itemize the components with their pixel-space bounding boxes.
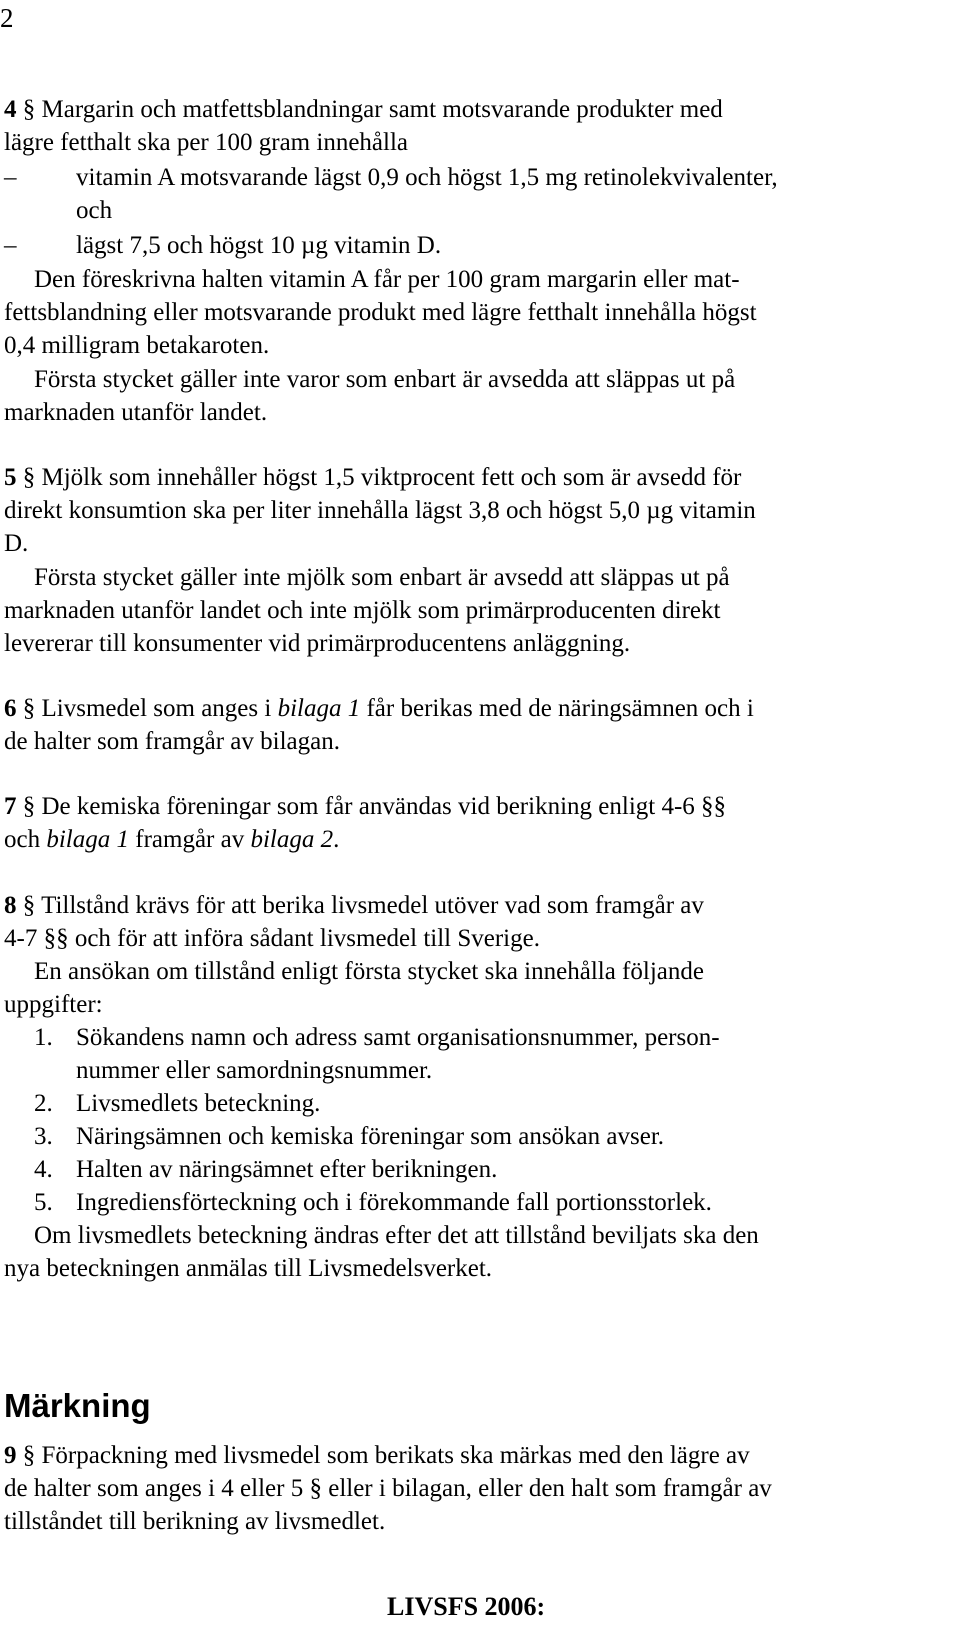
section-4-line-2: lägre fetthalt ska per 100 gram innehålla xyxy=(4,129,409,156)
list-item: Sökandens namn och adress samt organisationsnummer, person- xyxy=(76,1024,720,1051)
section-sign-icon: § xyxy=(43,925,57,952)
list-item: Näringsämnen och kemiska föreningar som ansökan avser. xyxy=(76,1123,665,1150)
paragraph-line: En ansökan om tillstånd enligt första stycket ska innehålla följande xyxy=(34,958,704,985)
section-sign-icon: § xyxy=(56,925,69,952)
dash-bullet: – xyxy=(4,164,17,191)
page-number: 2 xyxy=(0,3,14,33)
section-9-line-2: de halter som anges i 4 eller 5 § eller i bilagan, eller den halt som framgår av xyxy=(4,1475,772,1502)
list-item: Livsmedlets beteckning. xyxy=(76,1090,321,1117)
section-heading: Märkning xyxy=(4,1387,151,1424)
bullet-item: vitamin A motsvarande lägst 0,9 och högst 1,5 mg retinolekvivalenter, xyxy=(76,164,778,191)
paragraph-line: tillståndet till berikning av livsmedlet. xyxy=(4,1508,386,1535)
section-number: 6 xyxy=(4,695,17,722)
list-item: Halten av näringsämnet efter berikningen. xyxy=(76,1156,498,1183)
section-9-line-1: 9 § Förpackning med livsmedel som berikats ska märkas med den lägre av xyxy=(4,1442,750,1469)
paragraph-line: direkt konsumtion ska per liter innehålla lägst 3,8 och högst 5,0 µg vitamin xyxy=(4,497,756,524)
list-item-continued: nummer eller samordningsnummer. xyxy=(76,1057,433,1084)
bullet-item-continued: och xyxy=(76,197,113,224)
section-4-line-1: 4 § Margarin och matfettsblandningar samt motsvarande produkter med xyxy=(4,96,723,123)
section-number: 8 xyxy=(4,892,17,919)
section-sign-icon: § xyxy=(22,695,36,722)
list-item-number: 5. xyxy=(34,1189,53,1216)
annex-reference: bilaga 1 xyxy=(46,826,130,853)
section-number: 9 xyxy=(4,1442,17,1469)
section-5-line-1: 5 § Mjölk som innehåller högst 1,5 viktprocent fett och som är avsedd för xyxy=(4,464,742,491)
section-sign-icon: § xyxy=(22,793,36,820)
paragraph-line: nya beteckningen anmälas till Livsmedelsverket. xyxy=(4,1255,493,1282)
section-7-line-1: 7 § De kemiska föreningar som får användas vid berikning enligt 4-6 §§ xyxy=(4,793,727,820)
paragraph-line: fettsblandning eller motsvarande produkt med lägre fetthalt innehålla högst xyxy=(4,299,757,326)
section-sign-icon: § xyxy=(701,793,714,820)
section-8-line-2: 4-7 §§ och för att införa sådant livsmedel till Sverige. xyxy=(4,925,540,952)
paragraph-line: Om livsmedlets beteckning ändras efter det att tillstånd beviljats ska den xyxy=(34,1222,759,1249)
bullet-item: lägst 7,5 och högst 10 µg vitamin D. xyxy=(76,232,442,259)
list-item-number: 4. xyxy=(34,1156,53,1183)
paragraph-line: marknaden utanför landet och inte mjölk som primärproducenten direkt xyxy=(4,597,721,624)
paragraph-line: Första stycket gäller inte mjölk som enbart är avsedd att släppas ut på xyxy=(34,564,730,591)
paragraph-line: marknaden utanför landet. xyxy=(4,399,268,426)
paragraph-line: levererar till konsumenter vid primärproducentens anläggning. xyxy=(4,630,631,657)
footer-reference: LIVSFS 2006: xyxy=(387,1592,546,1621)
section-sign-icon: § xyxy=(22,96,36,123)
section-8-line-1: 8 § Tillstånd krävs för att berika livsmedel utöver vad som framgår av xyxy=(4,892,704,919)
list-item: Ingrediensförteckning och i förekommande fall portionsstorlek. xyxy=(76,1189,712,1216)
section-sign-icon: § xyxy=(22,464,36,491)
section-number: 4 xyxy=(4,96,17,123)
section-sign-icon: § xyxy=(309,1475,322,1502)
annex-reference: bilaga 2 xyxy=(250,826,334,853)
paragraph-line: 0,4 milligram betakaroten. xyxy=(4,332,270,359)
list-item-number: 1. xyxy=(34,1024,53,1051)
section-number: 5 xyxy=(4,464,17,491)
paragraph-line: de halter som framgår av bilagan. xyxy=(4,728,340,755)
paragraph-line: Den föreskrivna halten vitamin A får per 100 gram margarin eller mat- xyxy=(34,266,740,293)
paragraph-line: uppgifter: xyxy=(4,991,103,1018)
list-item-number: 3. xyxy=(34,1123,53,1150)
section-6-line-1: 6 § Livsmedel som anges i bilaga 1 får berikas med de näringsämnen och i xyxy=(4,695,754,722)
section-sign-icon: § xyxy=(22,1442,36,1469)
section-sign-icon: § xyxy=(713,793,727,820)
section-number: 7 xyxy=(4,793,17,820)
section-sign-icon: § xyxy=(22,892,36,919)
section-7-line-2: och bilaga 1 framgår av bilaga 2. xyxy=(4,826,340,853)
paragraph-line: D. xyxy=(4,530,29,557)
paragraph-line: Första stycket gäller inte varor som enbart är avsedda att släppas ut på xyxy=(34,366,736,393)
dash-bullet: – xyxy=(4,232,17,259)
list-item-number: 2. xyxy=(34,1090,53,1117)
annex-reference: bilaga 1 xyxy=(277,695,361,722)
